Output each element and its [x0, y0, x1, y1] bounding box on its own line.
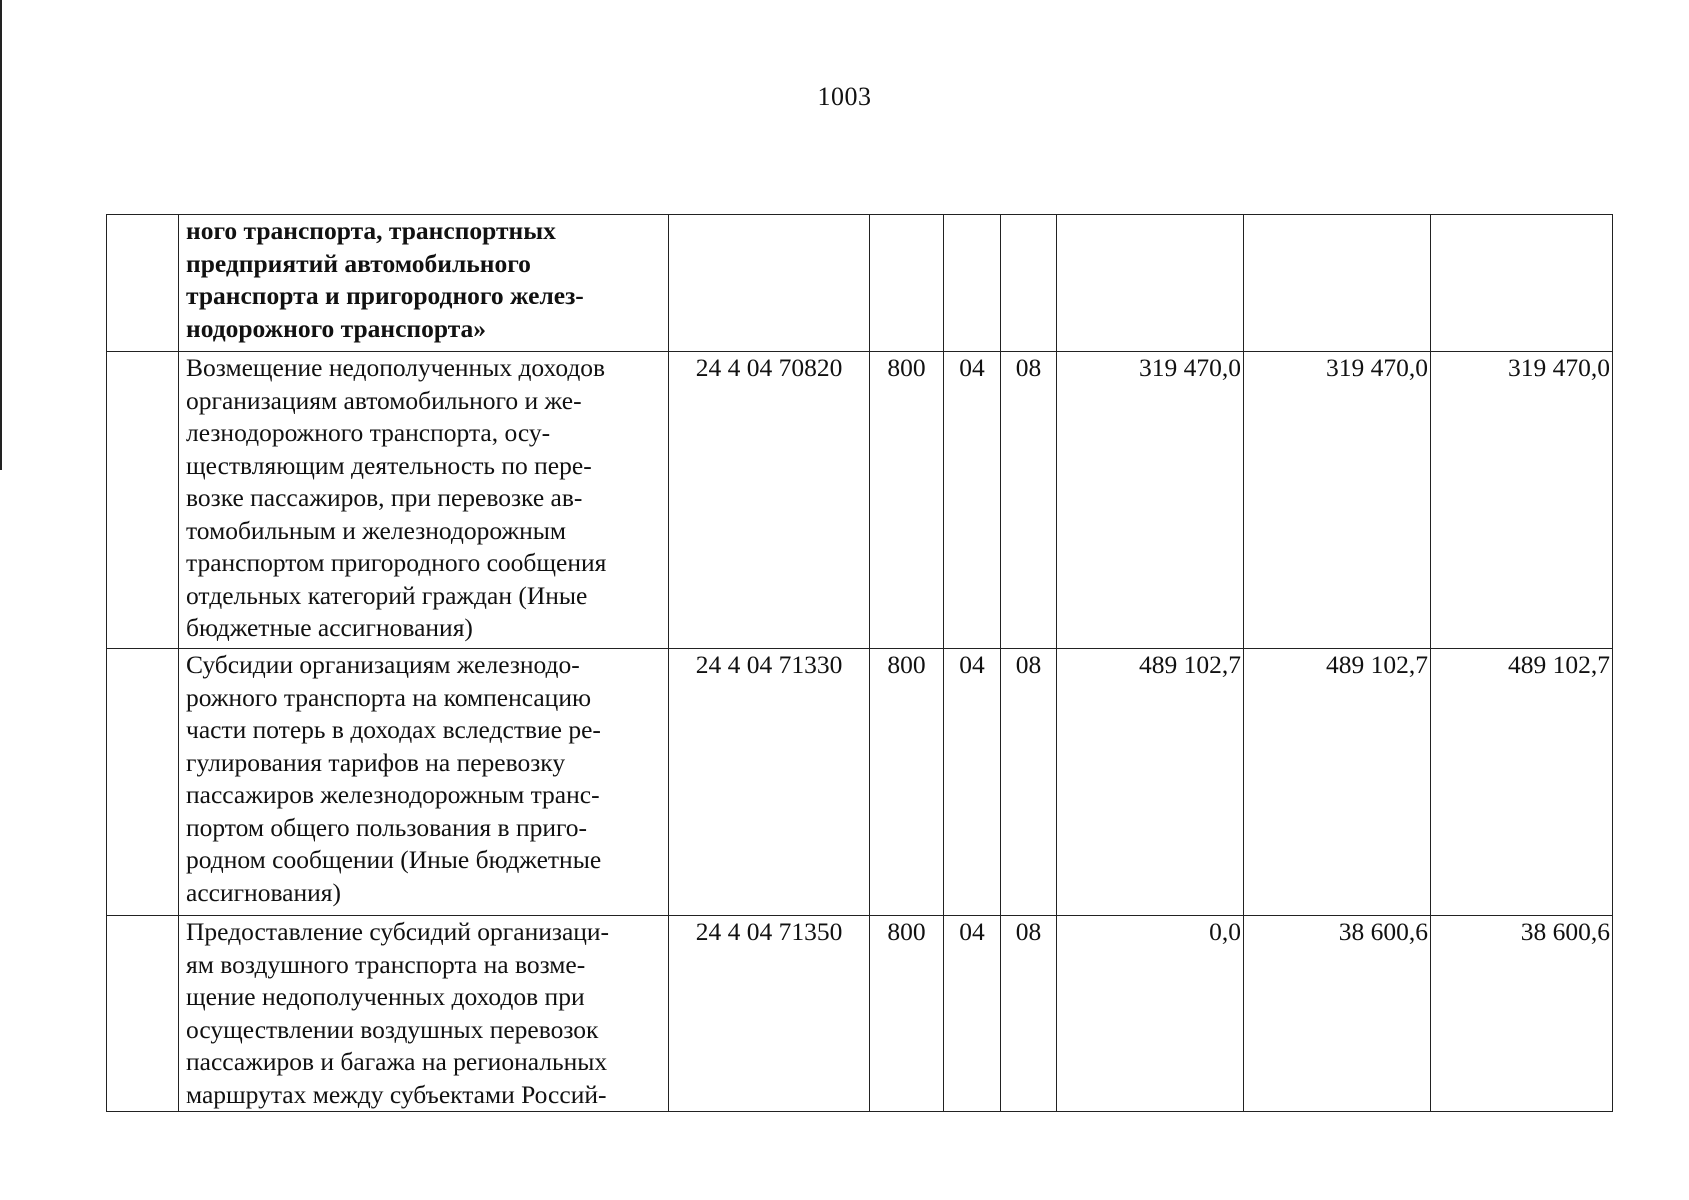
- budget-table: [106, 214, 1613, 1112]
- description-line: родном сообщении (Иные бюджетные: [186, 845, 602, 874]
- target-code-cell: 24 4 04 70820: [669, 352, 870, 649]
- description-line: бюджетные ассигнования): [186, 613, 473, 642]
- amount-cell-3: [1431, 215, 1613, 352]
- description-line: лезнодорожного транспорта, осу-: [186, 418, 551, 447]
- amount-cell-3: 38 600,6: [1431, 916, 1613, 1112]
- amount-cell-1: 0,0: [1057, 916, 1244, 1112]
- description-line: ществляющим деятельность по пере-: [186, 450, 592, 480]
- row-index-cell: [107, 649, 179, 916]
- description-cell: [179, 649, 669, 916]
- description-line: Возмещение недополученных доходов: [186, 353, 606, 382]
- description-line: пассажиров и багажа на региональных: [186, 1047, 608, 1076]
- table-row: [107, 352, 1613, 649]
- section-cell: [944, 215, 1001, 352]
- description-line: Предоставление субсидий организаци-: [186, 917, 610, 946]
- description-line: организациям автомобильного и же-: [186, 385, 582, 415]
- amount-cell-3: 319 470,0: [1431, 352, 1613, 649]
- amount-cell-1: [1057, 215, 1244, 352]
- row-index-cell: [107, 215, 179, 352]
- subsection-cell: 08: [1001, 649, 1057, 916]
- row-index-cell: [107, 352, 179, 649]
- subsection-cell: 08: [1001, 916, 1057, 1112]
- page-number: 1003: [817, 82, 872, 111]
- section-cell: 04: [944, 916, 1001, 1112]
- description-cell: [179, 352, 669, 649]
- description-line: возке пассажиров, при перевозке ав-: [186, 483, 583, 512]
- section-cell: 04: [944, 649, 1001, 916]
- target-code-cell: 24 4 04 71350: [669, 916, 870, 1112]
- amount-cell-3: 489 102,7: [1431, 649, 1613, 916]
- expense-type-cell: 800: [870, 352, 944, 649]
- table-row: [107, 649, 1613, 916]
- description-line: портом общего пользования в приго-: [186, 812, 588, 842]
- description-line: части потерь в доходах вследствие ре-: [186, 715, 601, 744]
- table-row: [107, 916, 1613, 1112]
- description-line: щение недополученных доходов при: [186, 982, 585, 1011]
- row-index-cell: [107, 916, 179, 1112]
- description-line: томобильным и железнодорожным: [186, 515, 567, 545]
- section-cell: 04: [944, 352, 1001, 649]
- description-line: маршрутах между субъектами Россий-: [186, 1079, 607, 1109]
- description-cell: [179, 916, 669, 1112]
- expense-type-cell: 800: [870, 649, 944, 916]
- description-line: ям воздушного транспорта на возме-: [186, 949, 586, 979]
- description-line: рожного транспорта на компенсацию: [186, 682, 592, 712]
- description-line: отдельных категорий граждан (Иные: [186, 580, 588, 610]
- amount-cell-2: [1244, 215, 1431, 352]
- scan-border-line: [0, 0, 2, 470]
- description-line: осуществлении воздушных перевозок: [186, 1014, 599, 1044]
- amount-cell-1: 489 102,7: [1057, 649, 1244, 916]
- description-line: предприятий автомобильного: [186, 248, 531, 278]
- subsection-cell: [1001, 215, 1057, 352]
- description-line: нодорожного транспорта»: [186, 313, 487, 343]
- expense-type-cell: 800: [870, 916, 944, 1112]
- subsection-cell: 08: [1001, 352, 1057, 649]
- description-line: пассажиров железнодорожным транс-: [186, 780, 600, 809]
- amount-cell-1: 319 470,0: [1057, 352, 1244, 649]
- description-line: транспортом пригородного сообщения: [186, 548, 607, 577]
- amount-cell-2: 319 470,0: [1244, 352, 1431, 649]
- target-code-cell: [669, 215, 870, 352]
- amount-cell-2: 489 102,7: [1244, 649, 1431, 916]
- description-line: Субсидии организациям железнодо-: [186, 650, 580, 679]
- description-cell: [179, 215, 669, 352]
- amount-cell-2: 38 600,6: [1244, 916, 1431, 1112]
- description-line: ного транспорта, транспортных: [186, 216, 556, 245]
- target-code-cell: 24 4 04 71330: [669, 649, 870, 916]
- description-line: гулирования тарифов на перевозку: [186, 747, 566, 777]
- description-line: транспорта и пригородного желез-: [186, 281, 584, 310]
- table-row: [107, 215, 1613, 352]
- expense-type-cell: [870, 215, 944, 352]
- description-line: ассигнования): [186, 877, 341, 907]
